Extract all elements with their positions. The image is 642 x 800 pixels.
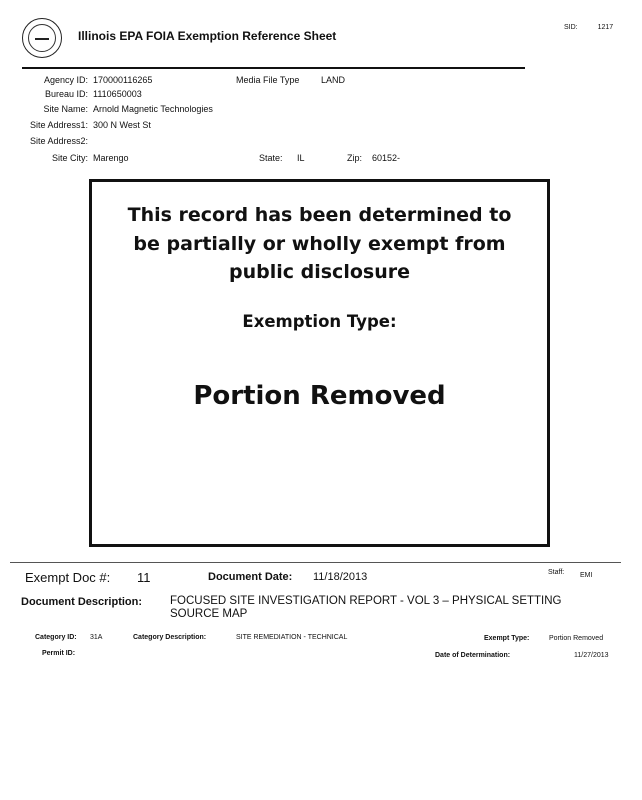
footer-divider [10,562,621,563]
category-id-value: 31A [90,634,103,641]
state-value: IL [297,153,305,163]
date-of-determination-value: 11/27/2013 [574,652,609,659]
staff-label: Staff: [548,569,565,576]
exemption-notice-box [89,179,550,547]
exemption-type-label: Exemption Type: [242,312,397,331]
document-description-line-2: SOURCE MAP [170,608,248,620]
site-address1-label: Site Address1: [29,120,88,130]
bureau-id-value: 1110650003 [93,89,142,99]
exemption-notice-text [92,201,547,287]
exempt-doc-label: Exempt Doc #: [25,570,111,585]
zip-value: 60152- [372,153,401,163]
sid-label: SID: [564,24,578,31]
site-address1-value: 300 N West St [93,120,151,130]
document-description-line-1: FOCUSED SITE INVESTIGATION REPORT - VOL 3 – PHYSICAL SETTING [170,595,562,607]
sid-field [564,24,613,31]
document-date-label: Document Date: [208,571,293,583]
exempt-type-label: Exempt Type: [484,635,530,642]
illinois-epa-seal-logo [22,18,62,58]
site-city-label: Site City: [51,153,88,163]
date-of-determination-label: Date of Determination: [435,652,511,659]
site-name-value: Arnold Magnetic Technologies [93,104,213,114]
category-id-label: Category ID: [35,634,77,641]
bureau-id-label: Bureau ID: [44,89,88,99]
category-description-label: Category Description: [133,634,207,641]
media-file-type-label: Media File Type [236,75,300,85]
zip-label: Zip: [347,153,363,163]
document-description-value [170,595,562,621]
notice-line-3: public disclosure [229,261,410,283]
notice-line-1: This record has been determined to [127,204,512,226]
category-description-value: SITE REMEDIATION - TECHNICAL [236,634,348,641]
permit-id-label: Permit ID: [42,650,76,657]
agency-id-value: 170000116265 [93,75,153,85]
agency-id-label: Agency ID: [43,75,88,85]
staff-value: EMI [580,572,593,579]
header-divider [22,67,525,69]
document-description-label: Document Description: [21,596,143,608]
media-file-type-value: LAND [321,75,346,85]
state-label: State: [259,153,283,163]
document-date-value: 11/18/2013 [313,571,368,583]
site-city-value: Marengo [93,153,129,163]
notice-line-2: be partially or wholly exempt from [133,232,506,255]
sid-value: 1217 [597,24,614,31]
exemption-type-value: Portion Removed [193,381,446,411]
site-name-label: Site Name: [43,104,88,114]
exempt-type-value: Portion Removed [549,635,604,642]
page-title: Illinois EPA FOIA Exemption Reference Sheet [78,29,337,43]
exempt-doc-value: 11 [137,570,151,585]
site-address2-label: Site Address2: [29,136,88,146]
